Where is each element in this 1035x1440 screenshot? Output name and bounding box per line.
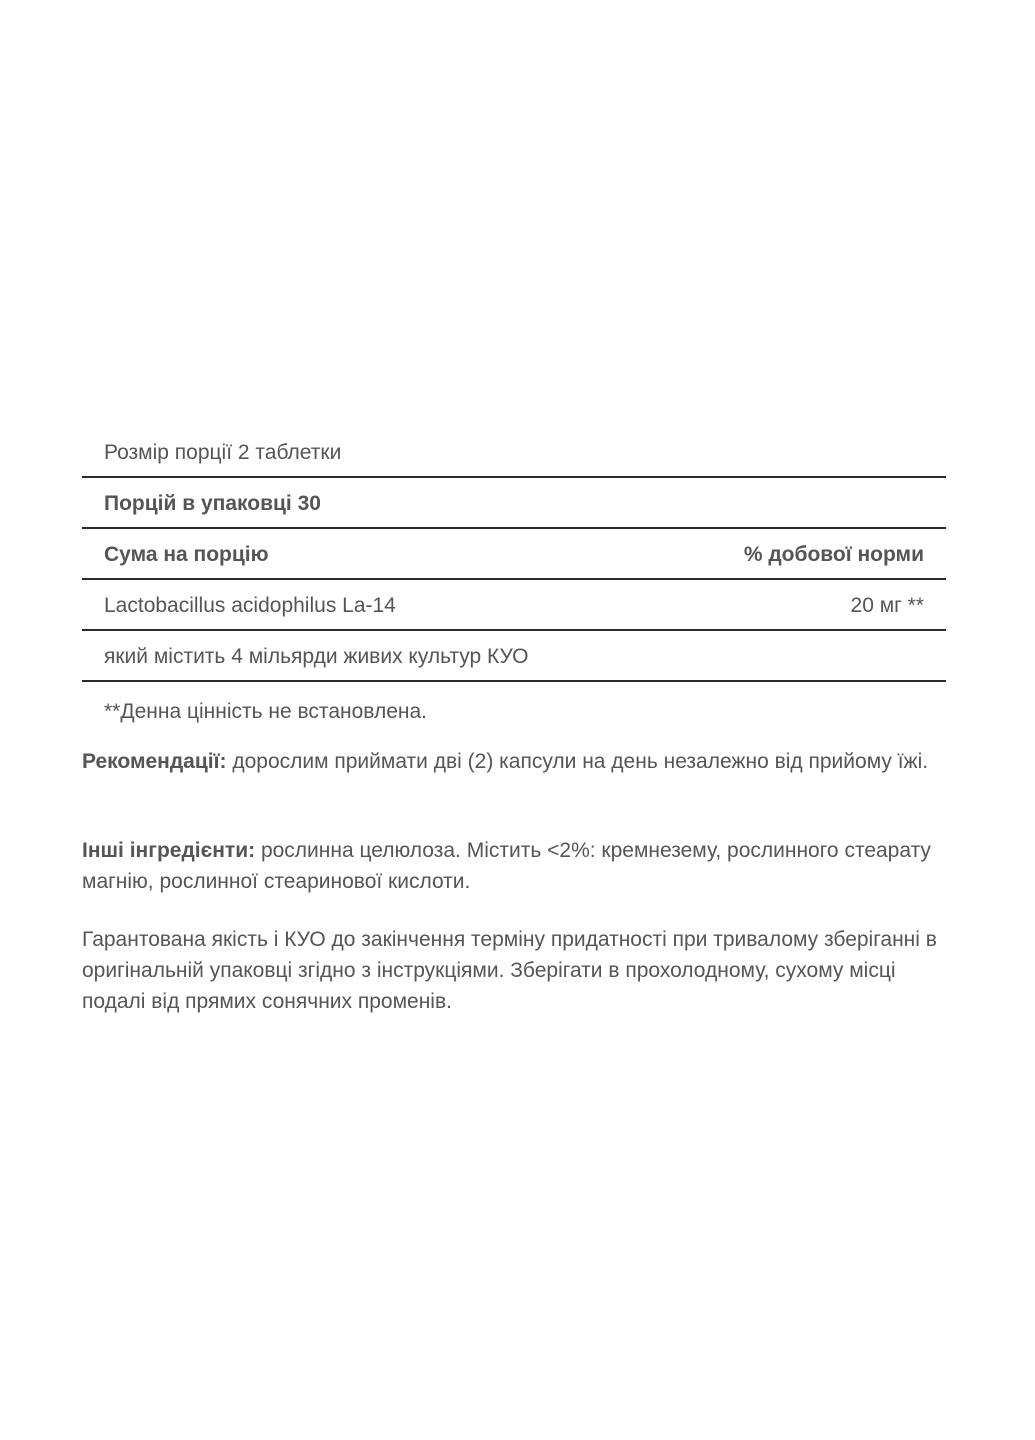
recommendations-text: дорослим приймати дві (2) капсули на день незалежно від прийому їжі. — [226, 750, 929, 773]
ingredient-note-row — [82, 631, 946, 682]
ingredient-amount: 20 мг ** — [850, 594, 924, 617]
quality-paragraph: Гарантована якість і КУО до закінчення терміну придатності при тривалому зберіганні в оригінальній упаковці згідно з інструкціями. Зберігати в прохолодному, сухому місці подалі від прямих сонячних променів. — [82, 928, 937, 1013]
other-ingredients-text: рослинна целюлоза. Містить <2%: кремнезему, рослинного стеарату магнію, рослинної стеаринової кислоти. — [82, 839, 931, 893]
daily-value-footnote: **Денна цінність не встановлена. — [104, 700, 427, 723]
serving-size-row — [82, 427, 946, 478]
servings-per-container-row — [82, 478, 946, 529]
other-ingredients-label: Інші інгредієнти: — [82, 839, 256, 862]
table-header-row — [82, 529, 946, 580]
ingredient-note: який містить 4 мільярди живих культур КУО — [104, 645, 529, 668]
other-ingredients-paragraph — [82, 835, 952, 897]
servings-per-container: Порцій в упаковці 30 — [104, 492, 321, 515]
amount-per-serving-header: Сума на порцію — [104, 543, 269, 566]
supplement-facts-table — [82, 427, 946, 682]
ingredient-row — [82, 580, 946, 631]
recommendations-paragraph — [82, 746, 952, 777]
recommendations-label: Рекомендації: — [82, 750, 227, 773]
serving-size: Розмір порції 2 таблетки — [104, 441, 342, 464]
daily-value-header: % добової норми — [743, 543, 924, 566]
ingredient-name: Lactobacillus acidophilus La-14 — [104, 594, 396, 617]
